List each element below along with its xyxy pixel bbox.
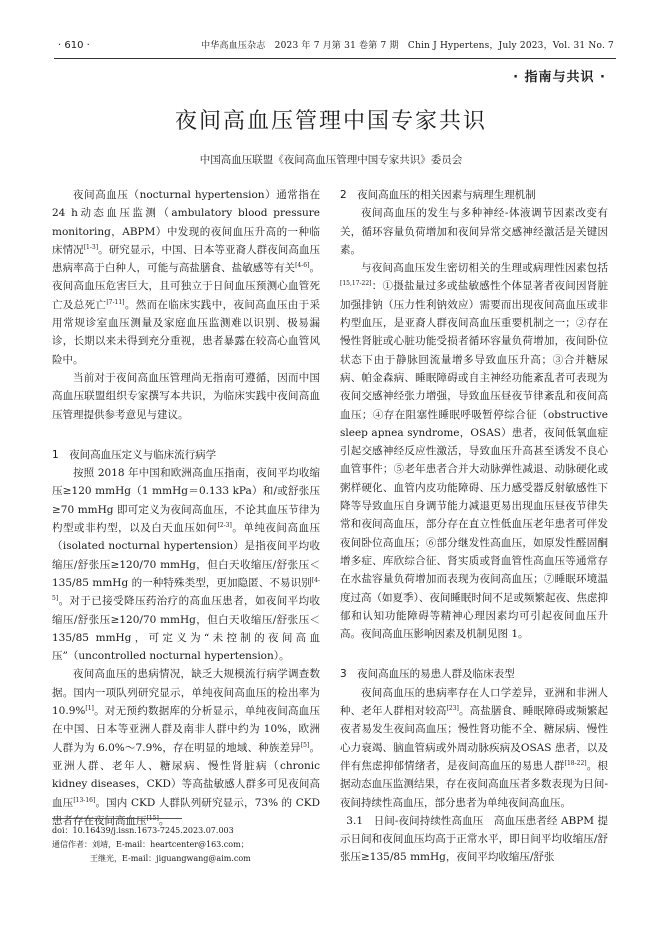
footnote [52,824,320,866]
citation[interactable]: [4-6] [295,262,310,270]
citation[interactable]: [23] [446,705,459,713]
running-header [54,36,614,56]
citation[interactable]: [18-22] [564,759,587,767]
paragraph-mechanism-factors: 与夜间高血压发生密切相关的生理或病理性因素包括[15,17-22]：①摄盐量过多或盐敏感性个体显著者夜间因肾脏加强排钠（压力性利钠效应）需要而出现夜间高血压或非杓型血压，是亚裔人群夜间高血压重要机制之一；②存在慢性肾脏或心脏功能受损者循环容量负荷增加，夜间卧位状态下由于静脉回流量增多导致血压升高；③合并糖尿病、帕金森病、睡眠障碍或自主神经功能紊乱者可表现为夜间交感神经张力增强，导致血压昼夜节律紊乱和夜间高血压；④存在阻塞性睡眠呼吸暂停综合征（obstructive sleep apnea syndrome，OSAS）患者，夜间低氧血症引起交感神经反应性激活，导致血压升高甚至诱发不良心血管事件；⑤老年患者合并大动脉弹性减退、动脉硬化或粥样硬化、血管内皮功能障碍、压力感受器反射敏感性下降等导致血压自身调节能力减退更易出现血压昼夜节律失常和夜间高血压，部分存在直立性低血压老年患者可伴发夜间卧位高血压；⑥部分继发性高血压，如原发性醛固酮增多症、库欣综合征、肾实质或肾血管性高血压等通常存在水盐容量负荷增加而表现为夜间高血压；⑦睡眠环境温度过高（如夏季）、夜间睡眠时间不足或频繁起夜、焦虑抑郁和认知功能障碍等精神心理因素均可引起夜间血压升高。夜间高血压影响因素及机制见图 1。 [340,262,608,641]
journal-citation: 中华高血压杂志 2023 年 7 月第 31 卷第 7 期 Chin J Hypertens，July 2023，Vol. 31 No. 7 [201,41,614,51]
paragraph-definition: 按照 2018 年中国和欧洲高血压指南，夜间平均收缩压≥120 mmHg（1 mmHg＝0.133 kPa）和/或舒张压≥70 mmHg 即可定义为夜间高血压，不论其血压节律为杓型或非杓型，以及白天血压如何[2-3]。单纯夜间高血压（isolated nocturnal hypertension）是指夜间平均收缩压/舒张压≥120/70 mmHg，但白天收缩压/舒张压＜135/85 mmHg 的一种特殊类型，更加隐匿、不易识别[4-5]。对于已接受降压药治疗的高血压患者，如夜间平均收缩压/舒张压≥120/70 mmHg，但白天收缩压/舒张压＜135/85 mmHg，可定义为“未控制的夜间高血压”（uncontrolled nocturnal hypertension）。 [52,467,321,663]
paragraph-purpose: 当前对于夜间高血压管理尚无指南可遵循，因而中国高血压联盟组织专家撰写本共识，为临床实践中夜间高血压管理提供参考意见与建议。 [52,371,320,421]
heading-section-3: 3 夜间高血压的易患人群及临床表型 [340,668,515,681]
paragraph-epidemiology: 夜间高血压的患病情况，缺乏大规模流行病学调查数据。国内一项队列研究显示，单纯夜间高血压的检出率为 10.9%[1]。对无预约数据库的分析显示，单纯夜间高血压在中国、日本等亚洲人群及南非人群中约为 10%，欧洲人群为为 6.0%～7.9%，存在明显的地域、种族差异[5]。亚洲人群、老年人、糖尿病、慢性肾脏病（chronic kidney diseases，CKD）等高盐敏感人群多可见夜间高血压[13-16]。国内 CKD 人群队列研究显示，73% 的 CKD 患者存在夜间高血压[15]。 [52,668,321,827]
section-label: · 指南与共识 · [513,70,606,85]
heading-section-1: 1 夜间高血压定义与临床流行病学 [52,448,217,461]
page-number: · 610 · [58,40,90,51]
doi[interactable]: doi：10.16439/j.issn.1673-7245.2023.07.003 [52,826,234,835]
citation[interactable]: [1] [85,705,94,713]
paragraph-risk-groups: 夜间高血压的患病率存在人口学差异，亚洲和非洲人种、老年人群相对较高[23]。高盐膳食、睡眠障碍或频繁起夜者易发生夜间高血压；慢性肾功能不全、糖尿病、慢性心力衰竭、脑血管病或外周动脉疾病及OSAS 患者，以及伴有焦虑抑郁情绪者，是夜间高血压的易患人群[18-22]。根据动态血压监测结果，存在夜间高血压者多数表现为日间-夜间持续性高血压，部分患者为单纯夜间高血压。 [340,686,609,809]
citation[interactable]: [15,17-22] [340,280,372,288]
corresponding-author-2: 王继光，E-mail：jiguangwang@aim.com [90,854,251,863]
heading-section-2: 2 夜间高血压的相关因素与病理生理机制 [340,189,536,201]
footnote-rule [52,818,182,819]
right-column [340,186,608,867]
article-authors: 中国高血压联盟《夜间高血压管理中国专家共识》委员会 [199,154,463,166]
citation[interactable]: [15] [146,814,159,822]
citation[interactable]: [2-3] [217,522,232,530]
left-column [52,186,320,830]
paragraph-intro: 夜间高血压（nocturnal hypertension）通常指在24 h动态血压监测（ambulatory blood pressure monitoring，ABPM）中发现的夜间血压升高的一种临床情况[1-3]。研究显示，中国、日本等亚裔人群夜间高血压患病率高于白种人，可能与高盐膳食、盐敏感等有关[4-6]。夜间高血压危害巨大，且可独立于日间血压预测心血管死亡及总死亡[7-11]。然而在临床实践中，夜间高血压由于采用常规诊室血压测量及家庭血压监测难以识别、极易漏诊，长期以来未得到充分重视，患者暴露在较高心血管风险中。 [52,189,321,366]
paragraph-mechanism-intro: 夜间高血压的发生与多种神经-体液调节因素改变有关，循环容量负荷增加和夜间异常交感神经激活是关键因素。 [340,207,608,256]
paragraph-subsection-3-1: 3.1 日间-夜间持续性高血压 高血压患者经 ABPM 提示日间和夜间血压均高于正常水平，即日间平均收缩压/舒张压≥135/85 mmHg，夜间平均收缩压/舒张 [340,814,608,864]
citation[interactable]: [7-11] [106,298,125,306]
corresponding-author-1: 通信作者：刘靖，E-mail：heartcenter@163.com； [52,840,249,849]
citation[interactable]: [1-3] [83,243,99,251]
citation[interactable]: [13-16] [73,796,96,804]
header-rule [54,58,616,59]
citation[interactable]: [5] [300,741,310,749]
citation[interactable]: [4-5] [52,576,320,603]
article-title: 夜间高血压管理中国专家共识 [174,109,487,134]
